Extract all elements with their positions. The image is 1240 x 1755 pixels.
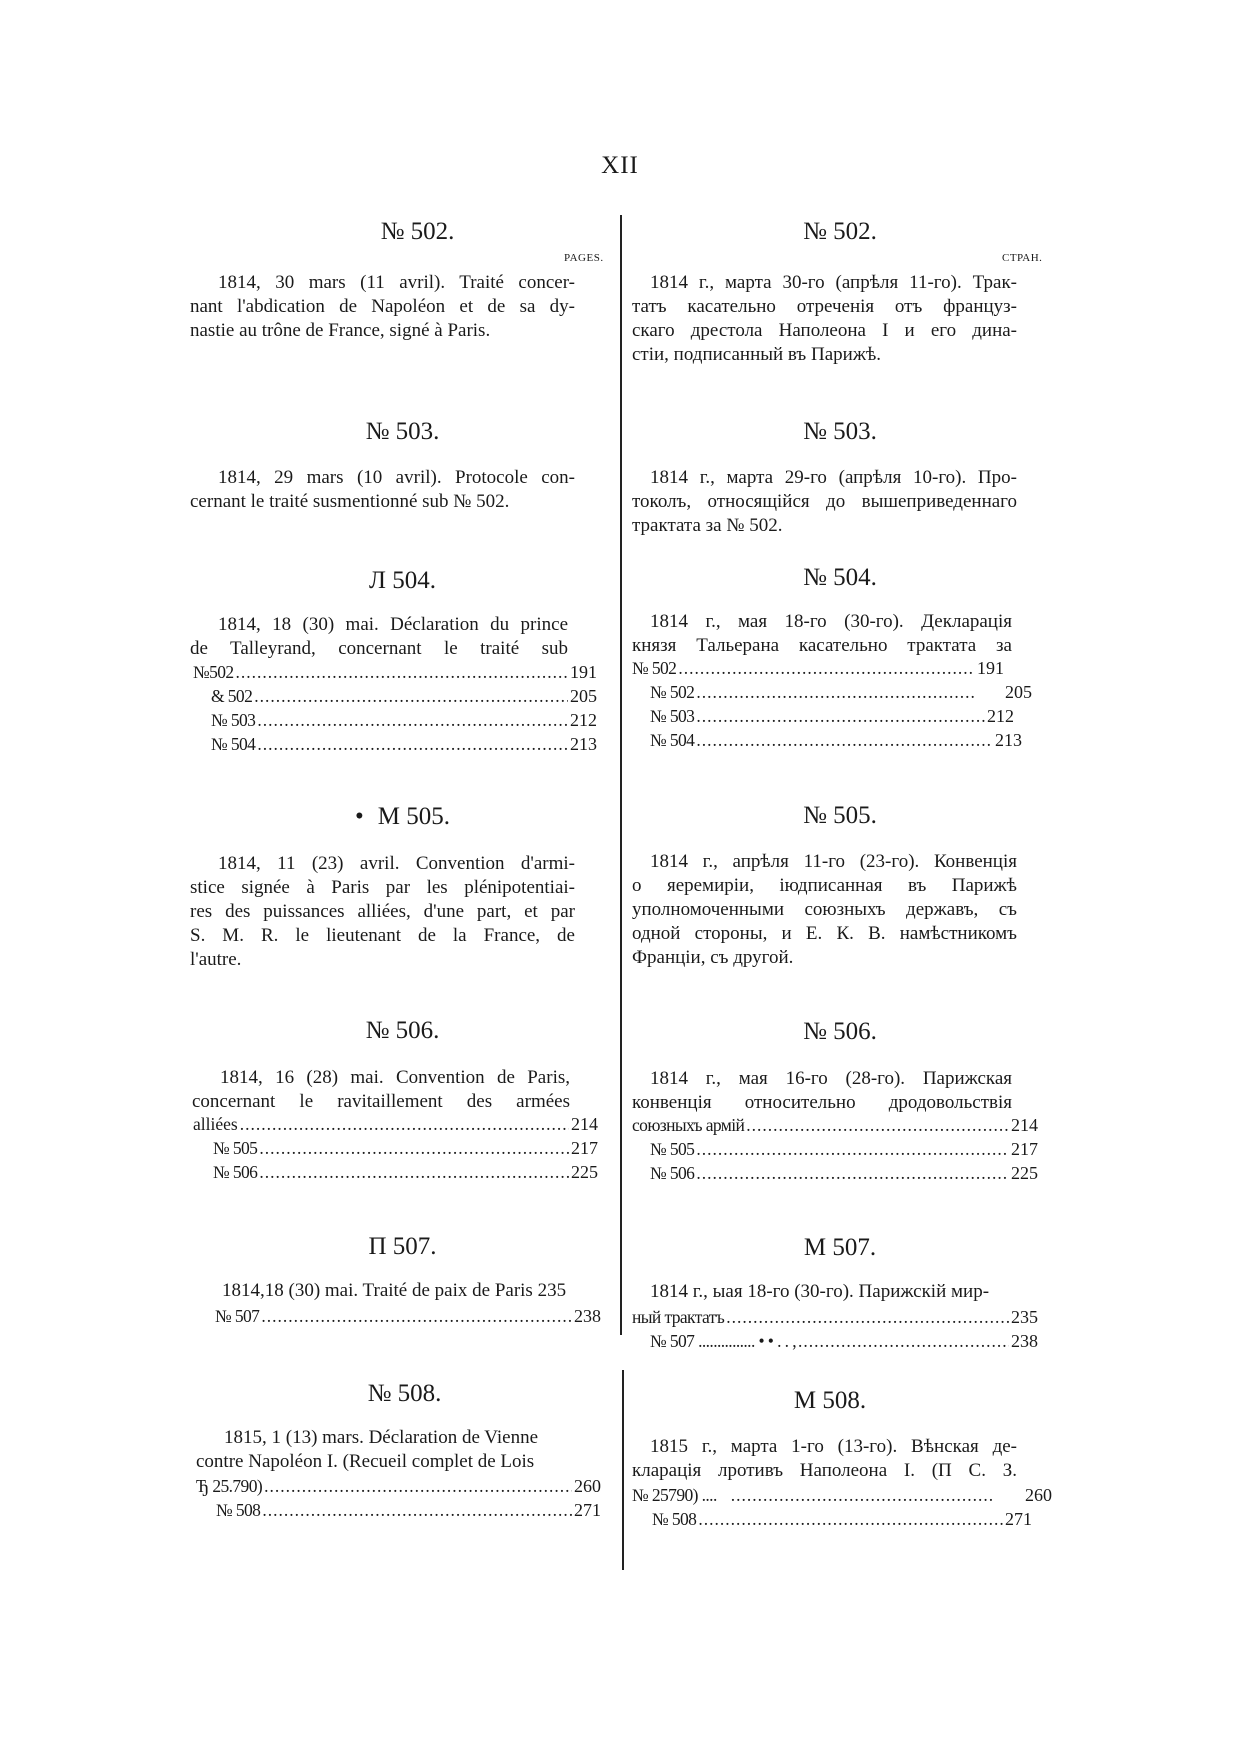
right-heading-502: № 502.	[803, 218, 877, 245]
text-line: конвенція относительно дродовольствія	[632, 1092, 1012, 1113]
right-toc-507	[632, 1305, 1038, 1353]
toc-leader	[259, 1160, 569, 1184]
toc-page: 225	[571, 1162, 598, 1182]
toc-row	[632, 1507, 1032, 1531]
pages-label-ru: СТРАН.	[1002, 252, 1043, 264]
text-line: 1814, 29 mars (10 avril). Protocole con-	[218, 467, 575, 488]
toc-leader	[731, 1483, 995, 1507]
text-line: стіи, подписанный въ Парижѣ.	[632, 344, 882, 365]
toc-page: 225	[1011, 1163, 1038, 1183]
text-line: кларація лротивъ Наполеона I. (П С. З.	[632, 1460, 1017, 1481]
text-line: 1815 г., марта 1-го (13-го). Вѣнская де-	[650, 1436, 1017, 1457]
toc-label: Ђ 25.790)	[196, 1476, 263, 1496]
toc-page: 235	[1011, 1307, 1038, 1327]
left-entry-507	[222, 1279, 612, 1303]
text-line: 1815, 1 (13) mars. Déclaration de Vienne	[224, 1427, 539, 1448]
toc-row	[193, 732, 597, 756]
toc-leader	[254, 684, 568, 708]
text-line: nastie au trône de France, signé à Paris.	[190, 320, 491, 341]
text-line: 1814, 11 (23) avril. Convention d'armi-	[218, 853, 575, 874]
right-toc-508	[632, 1483, 1052, 1531]
toc-page: 214	[1011, 1115, 1038, 1135]
text-line: 1814 г., мая 16-го (28-го). Парижская	[650, 1068, 1012, 1089]
text-line: contre Napoléon I. (Recueil complet de Lois	[196, 1451, 535, 1472]
text-line: Франціи, съ другой.	[632, 947, 794, 968]
toc-leader	[696, 704, 985, 728]
toc-row	[632, 728, 1022, 752]
toc-label: союзныхъ армій	[632, 1115, 745, 1135]
right-heading-506: № 506.	[803, 1018, 877, 1045]
toc-leader	[798, 1329, 1009, 1353]
toc-page: 271	[574, 1500, 601, 1520]
toc-leader	[261, 1304, 572, 1328]
right-entry-503	[632, 466, 1017, 538]
toc-page: 217	[1011, 1139, 1038, 1159]
toc-page: 205	[570, 686, 597, 706]
bullet-mark: •	[355, 803, 364, 830]
toc-row	[632, 1161, 1038, 1185]
right-entry-502	[632, 271, 1017, 367]
toc-row	[632, 1483, 1052, 1507]
left-toc-508	[196, 1474, 601, 1522]
right-entry-504	[632, 610, 1012, 658]
text-line: одной стороны, и Е. К. В. намѣстникомъ	[632, 923, 1017, 944]
toc-leader	[696, 728, 993, 752]
text-line: nant l'abdication de Napoléon et de sa dy-	[190, 296, 575, 317]
toc-label: № 25790) ....	[632, 1485, 717, 1505]
toc-leader	[696, 1137, 1009, 1161]
left-heading-504: Л 504.	[369, 567, 436, 594]
toc-page: 213	[995, 730, 1022, 750]
left-heading-507: П 507.	[368, 1233, 437, 1260]
toc-row	[632, 1329, 1038, 1353]
toc-row	[193, 1112, 598, 1136]
toc-label: № 504	[650, 730, 695, 750]
text-line: токолъ, относящійся до вышеприведеннаго	[632, 491, 1017, 512]
toc-leader	[696, 680, 977, 704]
toc-label: № 508	[216, 1500, 261, 1520]
toc-row	[193, 1136, 598, 1160]
right-toc-504	[632, 656, 1032, 752]
text-line: 1814 г., мая 18-го (30-го). Декларація	[650, 611, 1012, 632]
text-line: cernant le traité susmentionné sub № 502.	[190, 491, 510, 512]
left-heading-503: № 503.	[365, 418, 440, 445]
left-entry-503	[190, 466, 575, 514]
right-heading-504: № 504.	[803, 564, 877, 591]
toc-page: 217	[571, 1138, 598, 1158]
text-line: 1814, 30 mars (11 avril). Traité concer-	[218, 272, 575, 293]
toc-page: 260	[1025, 1485, 1052, 1505]
toc-page: 271	[1005, 1509, 1032, 1529]
toc-label: ный трактатъ	[632, 1307, 725, 1327]
left-entry-505	[190, 852, 575, 972]
text-line: трактата за № 502.	[632, 515, 783, 536]
left-heading-502: № 502.	[380, 218, 455, 245]
toc-page: 260	[574, 1476, 601, 1496]
right-entry-506	[632, 1067, 1012, 1115]
left-toc-507	[215, 1304, 601, 1328]
column-divider-upper	[620, 215, 622, 1335]
toc-row	[632, 656, 1004, 680]
toc-leader	[236, 660, 568, 684]
toc-row	[193, 1160, 598, 1184]
toc-label: № 508	[652, 1509, 697, 1529]
text-line: de Talleyrand, concernant le traité sub	[190, 638, 568, 659]
right-heading-503: № 503.	[803, 418, 877, 445]
toc-label: № 504	[211, 734, 256, 754]
left-toc-506	[193, 1112, 598, 1184]
toc-row	[632, 1305, 1038, 1329]
toc-leader	[257, 708, 568, 732]
toc-page: 214	[571, 1114, 598, 1134]
toc-page: 212	[570, 710, 597, 730]
toc-label: № 506	[650, 1163, 695, 1183]
text-line: князя Тальерана касательно трактата за	[632, 635, 1012, 656]
left-heading-508: № 508.	[367, 1380, 442, 1407]
toc-label: № 502	[650, 682, 695, 702]
text-line: татъ касательно отреченія отъ француз-	[632, 296, 1017, 317]
toc-leader	[746, 1113, 1009, 1137]
text-line: скаго дрестола Наполеона I и его дина-	[632, 320, 1017, 341]
right-toc-506	[632, 1113, 1038, 1185]
toc-row	[632, 1137, 1038, 1161]
text-line: о яеремиріи, іюдписанная въ Парижѣ	[632, 875, 1017, 896]
text-line: 1814, 18 (30) mai. Déclaration du prince	[218, 614, 568, 635]
right-entry-507	[650, 1280, 1020, 1304]
left-entry-504	[190, 613, 568, 661]
toc-leader	[259, 1136, 569, 1160]
right-heading-508: М 508.	[793, 1387, 867, 1414]
left-entry-502	[190, 271, 575, 343]
toc-leader	[726, 1305, 1009, 1329]
toc-label: alliées	[193, 1114, 238, 1134]
toc-leader	[678, 656, 975, 680]
toc-leader	[240, 1112, 569, 1136]
toc-label: № 507 ............... • • . . ,	[650, 1331, 796, 1351]
heading-text: М 505.	[377, 803, 450, 830]
toc-page: 213	[570, 734, 597, 754]
page-number: XII	[601, 152, 639, 179]
text-line: 1814 г., апрѣля 11-го (23-го). Конвенція	[650, 851, 1017, 872]
text-line: 1814 г., ыая 18-го (30-го). Парижскій мир-	[650, 1281, 990, 1302]
right-entry-505	[632, 850, 1017, 970]
toc-row	[196, 1474, 601, 1498]
left-heading-506: № 506.	[365, 1017, 440, 1044]
toc-label: № 503	[211, 710, 256, 730]
right-heading-505: № 505.	[803, 802, 877, 829]
toc-row	[215, 1304, 601, 1328]
toc-label: & 502	[211, 686, 253, 706]
toc-leader	[698, 1507, 1003, 1531]
text-line: уполномоченными союзныхъ державъ, съ	[632, 899, 1017, 920]
toc-page: 212	[987, 706, 1014, 726]
toc-label: № 505	[650, 1139, 695, 1159]
toc-page: 191	[570, 662, 597, 682]
toc-leader	[264, 1474, 572, 1498]
toc-label: №502	[193, 662, 234, 682]
toc-row	[196, 1498, 601, 1522]
text-line: 1814, 16 (28) mai. Convention de Paris,	[220, 1067, 570, 1088]
toc-leader	[262, 1498, 572, 1522]
toc-page: 191	[977, 658, 1004, 678]
toc-row	[193, 660, 597, 684]
text-line: 1814 г., марта 29-го (апрѣля 10-го). Про-	[650, 467, 1017, 488]
text-line: 1814 г., марта 30-го (апрѣля 11-го). Трак-	[650, 272, 1017, 293]
text-line: 1814,18 (30) mai. Traité de paix de Paris 235	[222, 1280, 567, 1301]
toc-row	[632, 704, 1014, 728]
right-entry-508	[632, 1435, 1017, 1483]
text-line: S. M. R. le lieutenant de la France, de	[190, 925, 575, 946]
text-line: res des puissances alliées, d'une part, et par	[190, 901, 575, 922]
toc-row	[632, 680, 1032, 704]
toc-page: 238	[574, 1306, 601, 1326]
left-toc-504	[193, 660, 597, 756]
right-heading-507: М 507.	[803, 1234, 877, 1261]
toc-row	[632, 1113, 1038, 1137]
text-line: stice signée à Paris par les plénipotentiai-	[190, 877, 575, 898]
toc-label: № 503	[650, 706, 695, 726]
toc-label: № 505	[213, 1138, 258, 1158]
toc-label: № 502	[632, 658, 677, 678]
text-line: concernant le ravitaillement des armées	[192, 1091, 570, 1112]
pages-label-fr: PAGES.	[564, 252, 604, 264]
toc-page: 238	[1011, 1331, 1038, 1351]
toc-row	[193, 684, 597, 708]
toc-leader	[257, 732, 568, 756]
left-entry-506	[192, 1066, 570, 1114]
toc-page: 205	[1005, 682, 1032, 702]
toc-label: № 507	[215, 1306, 260, 1326]
left-entry-508	[196, 1426, 572, 1474]
toc-label: № 506	[213, 1162, 258, 1182]
toc-row	[193, 708, 597, 732]
left-heading-505	[175, 803, 630, 831]
text-line: l'autre.	[190, 949, 242, 970]
toc-leader	[696, 1161, 1009, 1185]
